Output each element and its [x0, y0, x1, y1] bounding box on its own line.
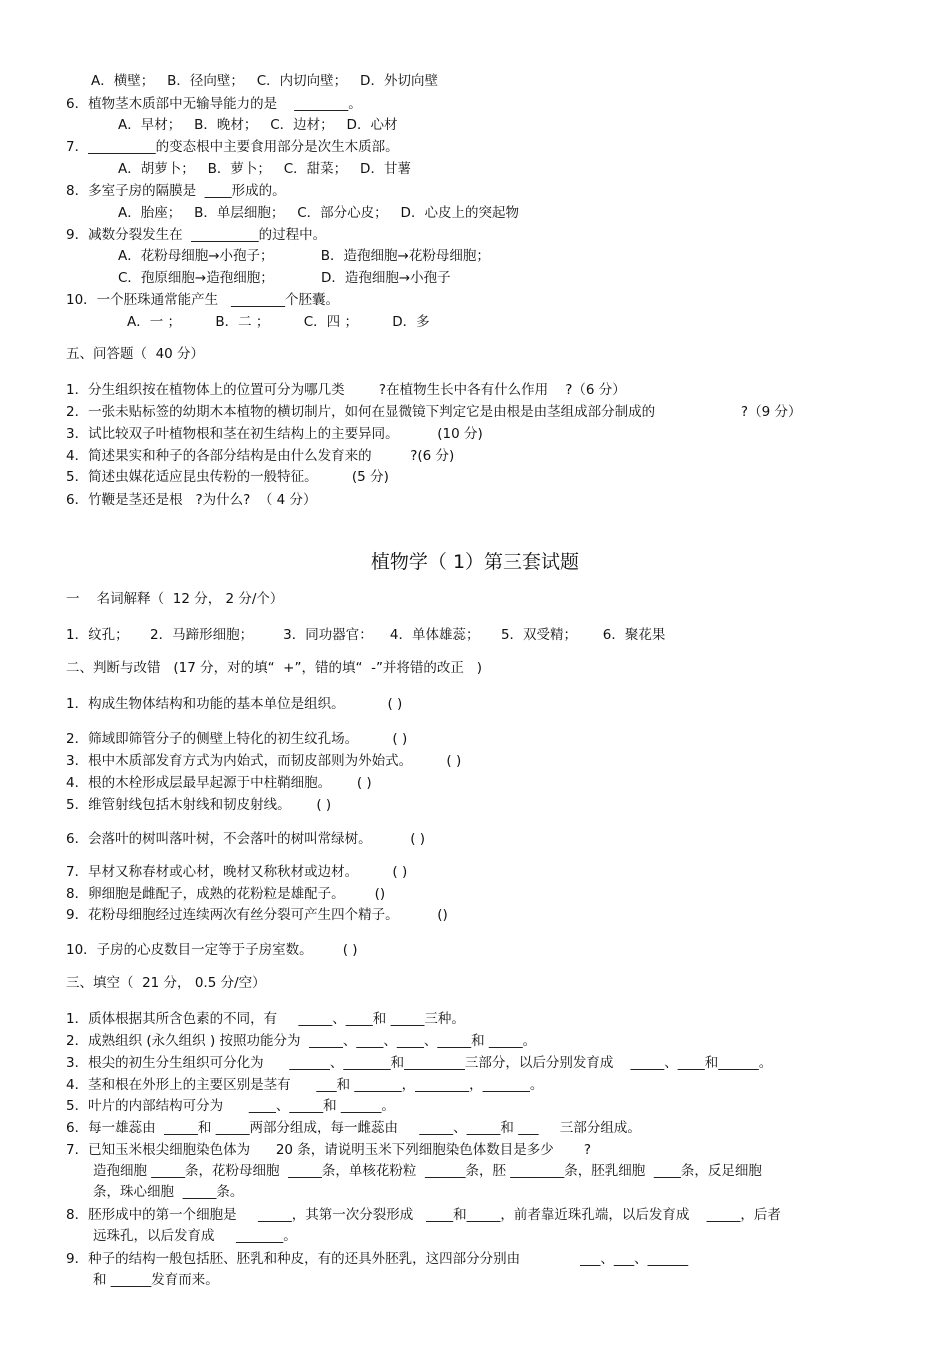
section3-item-1: 1．质体根据其所含色素的不同，有 _____、____和 _____三种。 — [66, 1011, 465, 1027]
section2-heading: 二、判断与改错 (17 分，对的填“ +”，错的填“ -”并将错的改正 ) — [66, 660, 483, 676]
section1-heading: 一 名词解释（ 12 分， 2 分/个） — [66, 591, 284, 607]
section5-question-2: 2．一张未贴标签的幼期木本植物的横切制片，如何在显微镜下判定它是由根是由茎组成部分制成的 ?（9 分） — [66, 404, 802, 420]
section3-item-7: 7．已知玉米根尖细胞染色体为 20 条，请说明玉米下列细胞染色体数目是多少 ? — [66, 1142, 592, 1158]
section2-item-3: 3．根中木质部发育方式为内始式，而韧皮部则为外始式。 ( ) — [66, 753, 462, 769]
question-9: 9．减数分裂发生在 __________的过程中。 — [66, 227, 327, 243]
section5-question-3: 3．试比较双子叶植物根和茎在初生结构上的主要异同。 (10 分) — [66, 426, 483, 442]
section2-item-2: 2．筛域即筛管分子的侧壁上特化的初生纹孔场。 ( ) — [66, 731, 408, 747]
section5-question-4: 4．简述果实和种子的各部分结构是由什么发育来的 ?(6 分) — [66, 448, 455, 464]
section3-item-3: 3．根尖的初生分生组织可分化为 ______、_______和_________三部分，以后分别发育成 _____、____和______。 — [66, 1055, 773, 1071]
question-10: 10．一个胚珠通常能产生 ________个胚囊。 — [66, 292, 340, 308]
q7-options: A．胡萝卜； B．萝卜； C．甜菜； D．甘薯 — [118, 161, 411, 177]
section3-item-8-line2: 远珠孔，以后发育成 _______。 — [93, 1228, 297, 1244]
q6-options: A．早材； B．晚材； C．边材； D．心材 — [118, 117, 398, 133]
section3-heading: 三、填空（ 21 分， 0.5 分/空） — [66, 975, 266, 991]
section3-item-9: 9．种子的结构一般包括胚、胚乳和种皮，有的还具外胚乳，这四部分分别由 ___、___、______ — [66, 1251, 689, 1267]
section3-item-9-line2: 和 ______发育而来。 — [93, 1272, 219, 1288]
section2-item-10: 10．子房的心皮数目一定等于子房室数。 ( ) — [66, 942, 358, 958]
section3-item-8: 8．胚形成中的第一个细胞是 _____，其第一次分裂形成 ____和_____，前者靠近珠孔端，以后发育成 _____，后者 — [66, 1207, 781, 1223]
q9-options-cd: C．孢原细胞→造孢细胞； D．造孢细胞→小孢子 — [118, 270, 451, 286]
q5-options: A．横壁； B．径向壁； C．内切向壁； D．外切向壁 — [91, 73, 438, 89]
section5-question-5: 5．简述虫媒花适应昆虫传粉的一般特征。 (5 分) — [66, 469, 389, 485]
q9-options-ab: A．花粉母细胞→小孢子； B．造孢细胞→花粉母细胞； — [118, 248, 490, 264]
section2-item-7: 7．早材又称春材或心材，晚材又称秋材或边材。 ( ) — [66, 864, 408, 880]
exam-title: 植物学（ 1）第三套试题 — [370, 551, 580, 573]
section3-item-5: 5．叶片的内部结构可分为 ____、_____和 ______。 — [66, 1098, 395, 1114]
q8-options: A．胎座； B．单层细胞； C．部分心皮； D．心皮上的突起物 — [118, 205, 519, 221]
q10-options: A．一 ； B．二 ； C．四 ； D．多 — [127, 314, 430, 330]
section3-item-2: 2．成熟组织 (永久组织 ) 按照功能分为 _____、____、____、_____和 _____。 — [66, 1033, 537, 1049]
section2-item-6: 6．会落叶的树叫落叶树，不会落叶的树叫常绿树。 ( ) — [66, 831, 426, 847]
section5-heading: 五、问答题（ 40 分） — [66, 346, 205, 362]
question-6: 6．植物茎木质部中无输导能力的是 ________。 — [66, 96, 362, 112]
section3-item-6: 6．每一雄蕊由 _____和 _____两部分组成，每一雌蕊由 _____、_____和 ___ 三部分组成。 — [66, 1120, 641, 1136]
section2-item-4: 4．根的木栓形成层最早起源于中柱鞘细胞。 ( ) — [66, 775, 372, 791]
question-7: 7．__________的变态根中主要食用部分是次生木质部。 — [66, 139, 399, 155]
section5-question-6: 6．竹鞭是茎还是根 ?为什么? （ 4 分） — [66, 492, 317, 508]
section2-item-8: 8．卵细胞是雌配子，成熟的花粉粒是雄配子。 () — [66, 886, 386, 902]
question-8: 8．多室子房的隔膜是 ____形成的。 — [66, 183, 286, 199]
section1-terms: 1．纹孔； 2．马蹄形细胞； 3．同功器官： 4．单体雄蕊； 5．双受精； 6．聚花果 — [66, 627, 666, 643]
section2-item-1: 1．构成生物体结构和功能的基本单位是组织。 ( ) — [66, 696, 403, 712]
section2-item-5: 5．维管射线包括木射线和韧皮射线。 ( ) — [66, 797, 332, 813]
section3-item-4: 4．茎和根在外形上的主要区别是茎有 ___和 _______，________，_______。 — [66, 1077, 544, 1093]
section2-item-9: 9．花粉母细胞经过连续两次有丝分裂可产生四个精子。 () — [66, 907, 448, 923]
section3-item-7-line2: 造孢细胞 _____条，花粉母细胞 _____条，单核花粉粒 ______条，胚 ________条，胚乳细胞 ____条，反足细胞 — [93, 1163, 762, 1179]
section5-question-1: 1．分生组织按在植物体上的位置可分为哪几类 ?在植物生长中各有什么作用 ?（6 分） — [66, 382, 626, 398]
section3-item-7-line3: 条，珠心细胞 _____条。 — [93, 1184, 244, 1200]
